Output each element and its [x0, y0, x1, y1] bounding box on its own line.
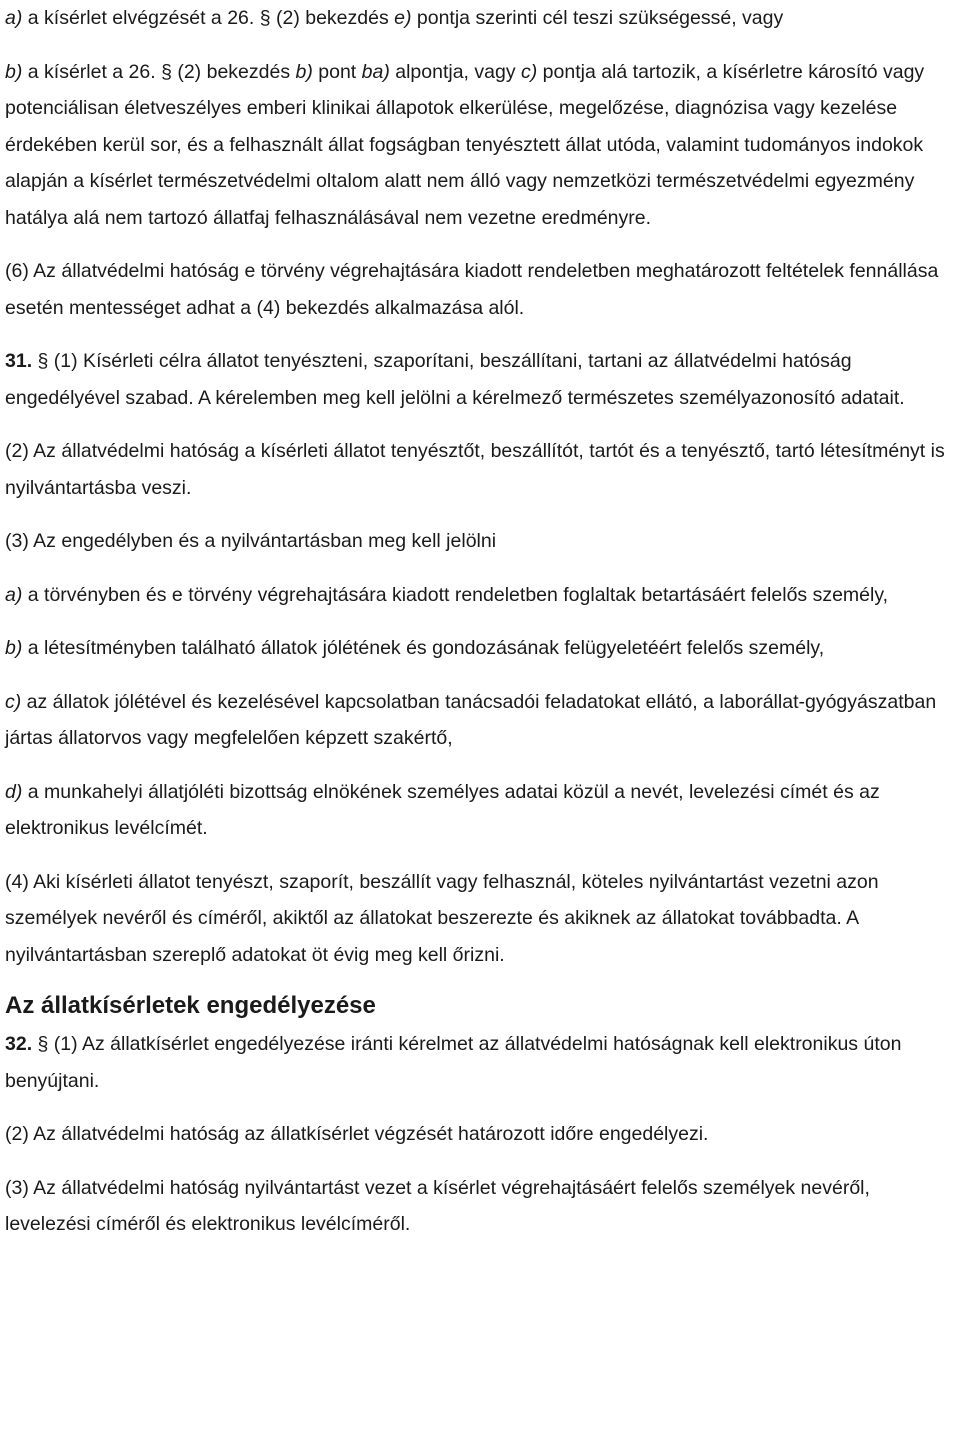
- paragraph-point-d: [5, 774, 950, 847]
- section-heading: Az állatkísérletek engedélyezése: [5, 992, 376, 1019]
- section-sign: §: [37, 1033, 49, 1055]
- paragraph-text: alpontja, vagy: [389, 60, 521, 83]
- paragraph-text: pontja szerinti cél teszi szükségessé, vagy: [411, 7, 784, 29]
- paragraph-subsection-4: (4) Aki kísérleti állatot tenyészt, szaporít, beszállít vagy felhasznál, köteles nyilvántartást vezetni azon személyek nevéről és címéről, akiktől az állatokat beszerezte és akiknek az állatokat továbbadta. A nyilvántartásban szereplő adatokat öt évig meg kell őrizni.: [5, 870, 879, 966]
- point-reference: b): [295, 60, 313, 83]
- paragraph-point-a: [5, 0, 950, 37]
- point-label: b): [5, 637, 23, 659]
- paragraph-text: a kísérlet a 26. § (2) bekezdés: [22, 60, 296, 83]
- paragraph-point-c: [5, 684, 950, 757]
- paragraph-subsection-2: (2) Az állatvédelmi hatóság a kísérleti állatot tenyésztőt, beszállítót, tartót és a tenyésztő, tartó létesítményt is nyilvántartásba veszi.: [5, 440, 945, 499]
- section-31: [5, 343, 950, 416]
- point-label: a): [5, 7, 23, 29]
- section-sign: §: [37, 350, 49, 372]
- point-label: d): [5, 780, 23, 803]
- paragraph-point-b: [5, 630, 950, 667]
- paragraph-point-b: [5, 54, 950, 237]
- section-number: 31.: [5, 350, 33, 372]
- section-number: 32.: [5, 1033, 33, 1055]
- point-label: b): [5, 60, 23, 83]
- paragraph-point-a: [5, 577, 950, 614]
- point-label: a): [5, 583, 23, 606]
- paragraph-text: pontja alá tartozik, a kísérletre károsító vagy potenciálisan életveszélyes emberi klinikai állapotok elkerülése, megelőzése, diagnózisa vagy kezelése érdekében kerül sor, és a felhasznált állat fogságban tenyésztett állat utóda, valamint tudományos indokok alapján a kísérlet természetvédelmi oltalom alatt nem álló vagy nemzetközi természetvédelmi egyezmény hatálya alá nem tartozó állatfaj felhasználásával nem vezetne eredményre.: [5, 60, 925, 229]
- paragraph-text: (1) Az állatkísérlet engedélyezése iránti kérelmet az állatvédelmi hatóságnak kell elektronikus úton benyújtani.: [5, 1033, 902, 1092]
- paragraph-subsection-3: (3) Az állatvédelmi hatóság nyilvántartást vezet a kísérlet végrehajtásáért felelős személyek nevéről, levelezési címéről és elektronikus levélcíméről.: [5, 1176, 870, 1235]
- point-reference: e): [394, 7, 412, 29]
- paragraph-text: a törvényben és e törvény végrehajtására kiadott rendeletben foglaltak betartásáért felelős személy,: [22, 583, 889, 606]
- paragraph-subsection-3: (3) Az engedélyben és a nyilvántartásban meg kell jelölni: [5, 530, 497, 552]
- paragraph-text: pont: [312, 60, 362, 83]
- paragraph-subsection-2: (2) Az állatvédelmi hatóság az állatkísérlet végzését határozott időre engedélyezi.: [5, 1123, 709, 1145]
- point-reference: c): [521, 60, 538, 83]
- paragraph-text: az állatok jólétével és kezelésével kapcsolatban tanácsadói feladatokat ellátó, a laborállat-gyógyászatban jártas állatorvos vagy megfelelően képzett szakértő,: [5, 690, 937, 749]
- paragraph-text: a munkahelyi állatjóléti bizottság elnökének személyes adatai közül a nevét, levelezési címét és az elektronikus levélcímét.: [5, 780, 880, 839]
- paragraph-text: (1) Kísérleti célra állatot tenyészteni, szaporítani, beszállítani, tartani az állatvédelmi hatóság engedélyével szabad. A kérelemben meg kell jelölni a kérelmező természetes személyazonosító adatait.: [5, 350, 905, 409]
- paragraph-text: a létesítményben található állatok jólétének és gondozásának felügyeletéért felelős személy,: [22, 637, 825, 659]
- point-label: c): [5, 690, 22, 713]
- paragraph-text: a kísérlet elvégzését a 26. § (2) bekezdés: [22, 7, 395, 29]
- section-32: [5, 1026, 950, 1099]
- point-reference: ba): [361, 60, 390, 83]
- paragraph-subsection-6: (6) Az állatvédelmi hatóság e törvény végrehajtására kiadott rendeletben meghatározott feltételek fennállása esetén mentességet adhat a (4) bekezdés alkalmazása alól.: [5, 260, 939, 319]
